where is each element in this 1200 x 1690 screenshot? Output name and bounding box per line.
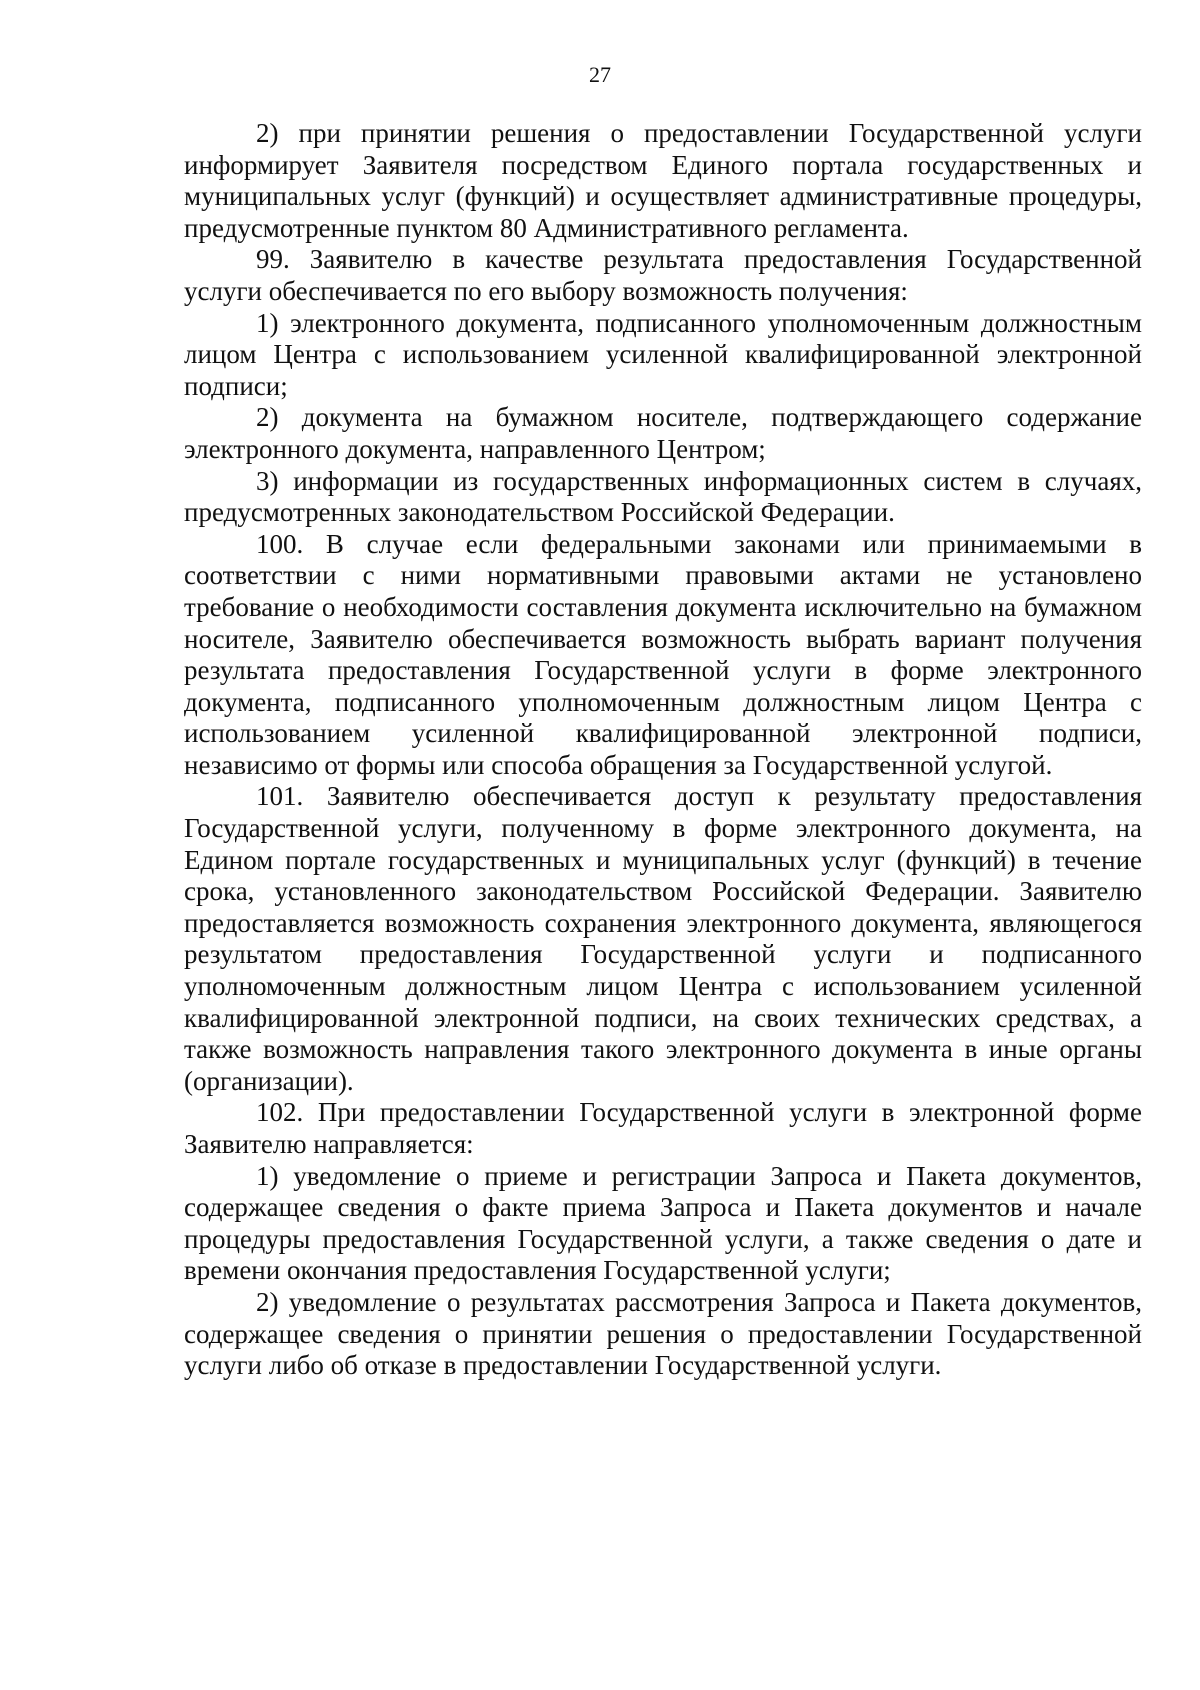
paragraph-100: 100. В случае если федеральными законами или принимаемыми в соответствии с ними нормативными правовыми актами не установлено требование о необходимости составления документа исключительно на бумажном носителе, Заявителю обеспечивается возможность выбрать вариант получения результата предоставления Государственной услуги в форме электронного документа, подписанного уполномоченным должностным лицом Центра с использованием усиленной квалифицированной электронной подписи, независимо от формы или способа обращения за Государственной услугой. [184,528,1142,780]
page-number: 27 [589,62,611,87]
paragraph-99-item-1: 1) электронного документа, подписанного уполномоченным должностным лицом Центра с использованием усиленной квалифицированной электронной подписи; [184,307,1142,401]
paragraph-99-item-2: 2) документа на бумажном носителе, подтверждающего содержание электронного документа, направленного Центром; [184,402,1142,464]
paragraph-99: 99. Заявителю в качестве результата предоставления Государственной услуги обеспечивается по его выбору возможность получения: [184,244,1142,306]
paragraph-102: 102. При предоставлении Государственной услуги в электронной форме Заявителю направляется: [184,1097,1142,1159]
paragraph-102-item-2: 2) уведомление о результатах рассмотрения Запроса и Пакета документов, содержащее сведения о принятии решения о предоставлении Государственной услуги либо об отказе в предоставлении Государственной услуги. [184,1286,1142,1381]
paragraph-99-item-3: 3) информации из государственных информационных систем в случаях, предусмотренных законодательством Российской Федерации. [184,465,1142,528]
paragraph-101: 101. Заявителю обеспечивается доступ к результату предоставления Государственной услуги, полученному в форме электронного документа, на Едином портале государственных и муниципальных услуг (функций) в течение срока, установленного законодательством Российской Федерации. Заявителю предоставляется возможность сохранения электронного документа, являющегося результатом предоставления Государственной услуги и подписанного уполномоченным должностным лицом Центра с использованием усиленной квалифицированной электронной подписи, на своих технических средствах, а также возможность направления такого электронного документа в иные органы (организации). [184,781,1142,1096]
paragraph-102-item-1: 1) уведомление о приеме и регистрации Запроса и Пакета документов, содержащее сведения о факте приема Запроса и Пакета документов и начале процедуры предоставления Государственной услуги, а также сведения о дате и времени окончания предоставления Государственной услуги; [184,1160,1142,1286]
document-body [184,118,1142,1382]
paragraph-item-2-informing: 2) при принятии решения о предоставлении Государственной услуги информирует Заявителя посредством Единого портала государственных и муниципальных услуг (функций) и осуществляет административные процедуры, предусмотренные пунктом 80 Административного регламента. [184,118,1142,243]
